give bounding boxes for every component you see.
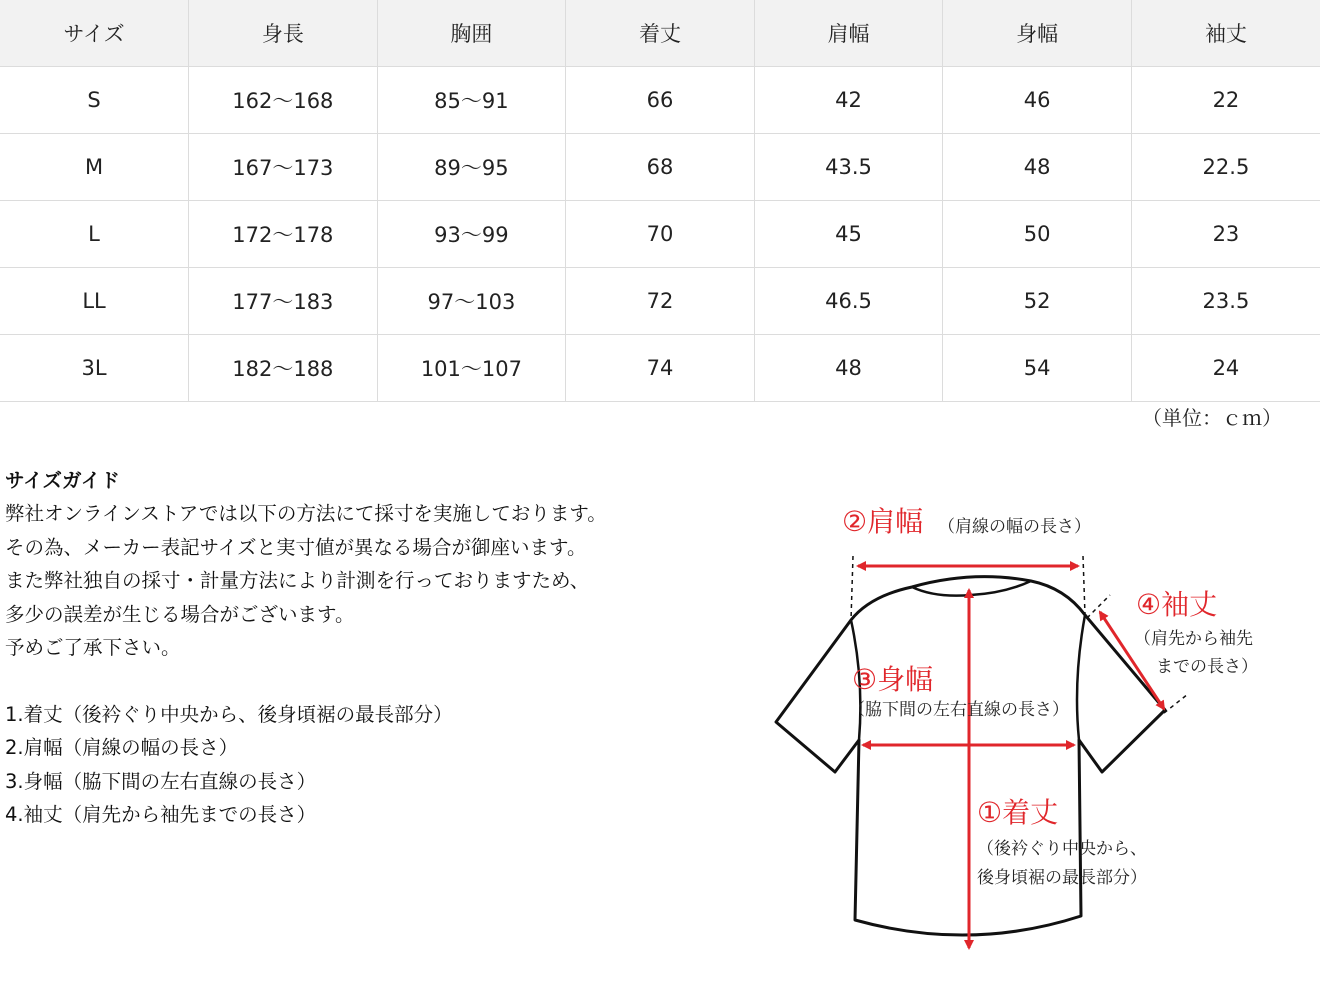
- table-row: [0, 134, 1320, 201]
- guide-title: サイズガイド: [5, 469, 120, 492]
- cell-chest: 85～91: [377, 67, 566, 134]
- cell-size: 3L: [0, 335, 189, 402]
- cell-size: S: [0, 67, 189, 134]
- guide-item-shoulder: 2.肩幅（肩線の幅の長さ）: [5, 736, 239, 760]
- header-shoulder: 肩幅: [754, 0, 943, 67]
- guide-item-body-width: 3.身幅（脇下間の左右直線の長さ）: [5, 769, 317, 793]
- cell-body-width: 48: [943, 134, 1132, 201]
- cell-length: 68: [566, 134, 755, 201]
- unit-note: （単位：ｃｍ）: [1142, 406, 1282, 430]
- guide-line: その為、メーカー表記サイズと実寸値が異なる場合が御座います。: [5, 535, 587, 559]
- guide-spacer: [5, 664, 725, 697]
- cell-shoulder: 46.5: [754, 268, 943, 335]
- shoulder-note: （肩線の幅の長さ）: [938, 517, 1091, 537]
- table-row: [0, 335, 1320, 402]
- sleeve-label: ④袖丈: [1136, 588, 1218, 621]
- cell-shoulder: 43.5: [754, 134, 943, 201]
- cell-height: 167～173: [189, 134, 378, 201]
- table-header-row: [0, 0, 1320, 67]
- shirt-measurement-diagram: [760, 490, 1280, 970]
- guide-item-sleeve: 4.袖丈（肩先から袖先までの長さ）: [5, 803, 317, 827]
- table-row: [0, 67, 1320, 134]
- cell-body-width: 52: [943, 268, 1132, 335]
- header-size: サイズ: [0, 0, 189, 67]
- cell-length: 70: [566, 201, 755, 268]
- sleeve-note-1: （肩先から袖先: [1134, 629, 1253, 649]
- guide-line: 多少の誤差が生じる場合がございます。: [5, 602, 355, 626]
- cell-height: 182～188: [189, 335, 378, 402]
- cell-length: 72: [566, 268, 755, 335]
- cell-size: L: [0, 201, 189, 268]
- cell-chest: 101～107: [377, 335, 566, 402]
- sleeve-note-2: までの長さ）: [1156, 657, 1258, 677]
- header-sleeve: 袖丈: [1131, 0, 1320, 67]
- diagram-labels: [842, 505, 1258, 888]
- guide-line: 予めご了承下さい。: [5, 636, 181, 660]
- cell-chest: 93～99: [377, 201, 566, 268]
- header-length: 着丈: [566, 0, 755, 67]
- cell-sleeve: 24: [1131, 335, 1320, 402]
- body-width-label: ③身幅: [852, 663, 934, 696]
- cell-height: 172～178: [189, 201, 378, 268]
- cell-size: M: [0, 134, 189, 201]
- header-body-width: 身幅: [943, 0, 1132, 67]
- guide-item-length: 1.着丈（後衿ぐり中央から、後身頃裾の最長部分）: [5, 702, 453, 726]
- size-guide: [5, 464, 725, 831]
- cell-body-width: 46: [943, 67, 1132, 134]
- length-note-1: （後衿ぐり中央から、: [977, 839, 1147, 859]
- sleeve-arrow: [1100, 612, 1164, 709]
- cell-length: 74: [566, 335, 755, 402]
- cell-height: 177～183: [189, 268, 378, 335]
- shoulder-label: ②肩幅: [842, 505, 924, 538]
- cell-chest: 89～95: [377, 134, 566, 201]
- cell-height: 162～168: [189, 67, 378, 134]
- size-table: [0, 0, 1320, 402]
- table-row: [0, 268, 1320, 335]
- cell-sleeve: 22.5: [1131, 134, 1320, 201]
- cell-shoulder: 48: [754, 335, 943, 402]
- length-note-2: 後身頃裾の最長部分）: [977, 868, 1147, 888]
- cell-sleeve: 23: [1131, 201, 1320, 268]
- cell-body-width: 54: [943, 335, 1132, 402]
- cell-sleeve: 23.5: [1131, 268, 1320, 335]
- cell-size: LL: [0, 268, 189, 335]
- guide-line: また弊社独自の採寸・計量方法により計測を行っておりますため、: [5, 569, 590, 593]
- cell-sleeve: 22: [1131, 67, 1320, 134]
- cell-length: 66: [566, 67, 755, 134]
- length-label: ①着丈: [977, 796, 1059, 829]
- header-height: 身長: [189, 0, 378, 67]
- cell-shoulder: 42: [754, 67, 943, 134]
- cell-body-width: 50: [943, 201, 1132, 268]
- table-row: [0, 201, 1320, 268]
- header-chest: 胸囲: [377, 0, 566, 67]
- cell-chest: 97～103: [377, 268, 566, 335]
- body-width-note: （脇下間の左右直線の長さ）: [848, 700, 1069, 720]
- guide-line: 弊社オンラインストアでは以下の方法にて採寸を実施しております。: [5, 502, 607, 526]
- cell-shoulder: 45: [754, 201, 943, 268]
